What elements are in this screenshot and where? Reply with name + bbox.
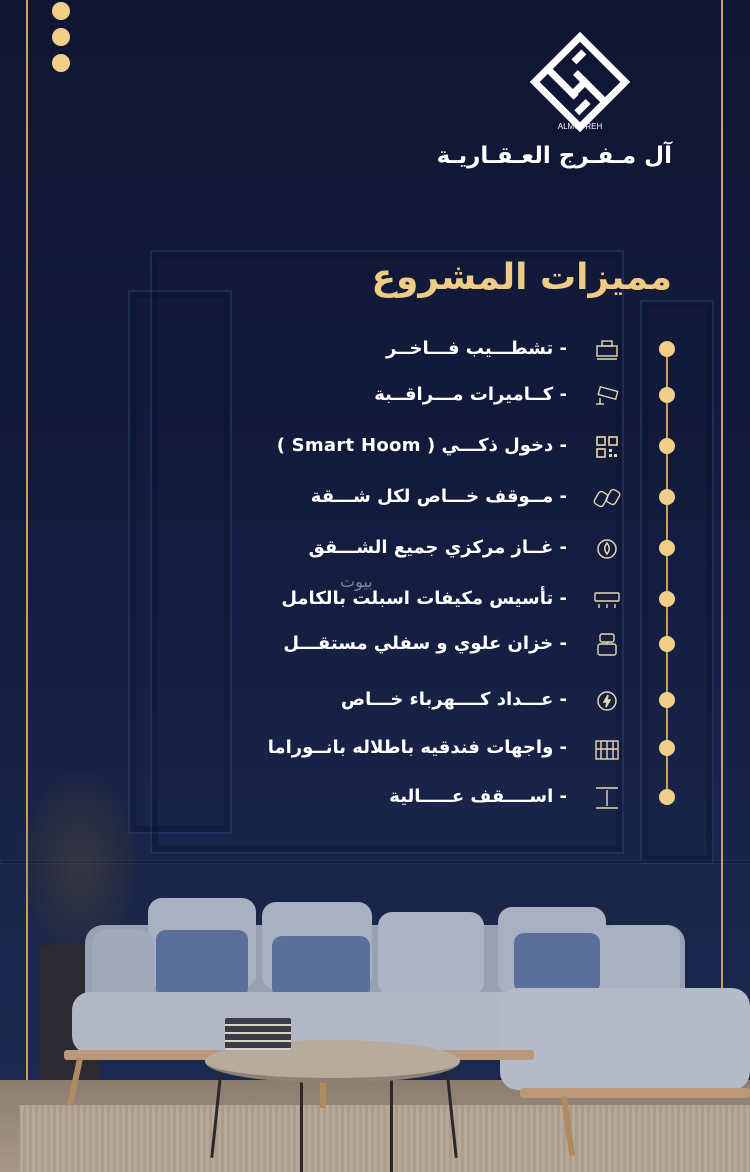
feature-bullet — [659, 489, 675, 505]
feature-label: - مــوقف خـــاص لكل شـــقة — [310, 486, 567, 507]
feature-item — [260, 681, 680, 721]
book-stack — [225, 1018, 291, 1050]
facade-icon — [593, 735, 621, 763]
water-tank-icon — [593, 631, 621, 659]
feature-bullet — [659, 636, 675, 652]
feature-item — [260, 529, 680, 569]
feature-label: - واجهات فندقيه باطلاله بانــوراما — [267, 737, 567, 758]
rug — [20, 1105, 750, 1172]
table-leg — [390, 1075, 393, 1172]
air-conditioner-icon — [593, 586, 621, 614]
qr-code-icon — [593, 433, 621, 461]
brand-name: آل مـفـرج العـقـاريـة — [436, 143, 672, 169]
feature-bullet — [659, 540, 675, 556]
logo-caption: ALMOFREH — [557, 122, 603, 131]
dot — [52, 2, 70, 20]
feature-bullet — [659, 692, 675, 708]
feature-bullet — [659, 591, 675, 607]
throw-pillow — [272, 936, 370, 998]
feature-item — [260, 625, 680, 665]
feature-label: - تأسيس مكيفات اسبلت بالكامل — [281, 588, 567, 609]
sofa-chaise — [500, 988, 750, 1090]
feature-item — [260, 729, 680, 769]
finishing-icon — [593, 336, 621, 364]
feature-label: - كــاميرات مـــراقــبة — [374, 384, 567, 405]
feature-bullet — [659, 740, 675, 756]
dot — [52, 54, 70, 72]
feature-label: - دخول ذكـــي ( Smart Hoom ) — [276, 435, 567, 456]
frame-line-left — [26, 0, 28, 1172]
feature-item — [260, 580, 680, 620]
dot — [52, 28, 70, 46]
feature-bullet — [659, 387, 675, 403]
feature-label: - غــاز مركزي جميع الشـــقق — [308, 537, 567, 558]
electricity-meter-icon — [593, 687, 621, 715]
feature-bullet — [659, 341, 675, 357]
feature-label: - خزان علوي و سفلي مستقـــل — [283, 633, 567, 654]
ceiling-height-icon — [593, 784, 621, 812]
section-title: مميزات المشروع — [371, 257, 672, 298]
parking-icon — [593, 484, 621, 512]
camera-icon — [593, 382, 621, 410]
sofa-back-cushion — [378, 912, 484, 996]
feature-label: - عـــداد كــــهرباء خـــاص — [340, 689, 567, 710]
gas-icon — [593, 535, 621, 563]
feature-item — [260, 376, 680, 416]
feature-bullet — [659, 789, 675, 805]
feature-label: - تشطـــيب فـــاخــر — [386, 338, 567, 359]
table-leg — [300, 1075, 303, 1172]
feature-item — [260, 330, 680, 370]
brand-logo-icon — [530, 32, 630, 132]
feature-item — [260, 778, 680, 818]
watermark: بيوت — [340, 572, 373, 591]
throw-pillow — [514, 933, 600, 993]
decorative-dots — [52, 2, 72, 80]
feature-bullet — [659, 438, 675, 454]
feature-item — [260, 478, 680, 518]
sofa-chaise-frame — [520, 1088, 750, 1098]
throw-pillow — [156, 930, 248, 998]
feature-label: - اســــقف عـــــالية — [389, 786, 567, 807]
feature-item — [260, 427, 680, 467]
